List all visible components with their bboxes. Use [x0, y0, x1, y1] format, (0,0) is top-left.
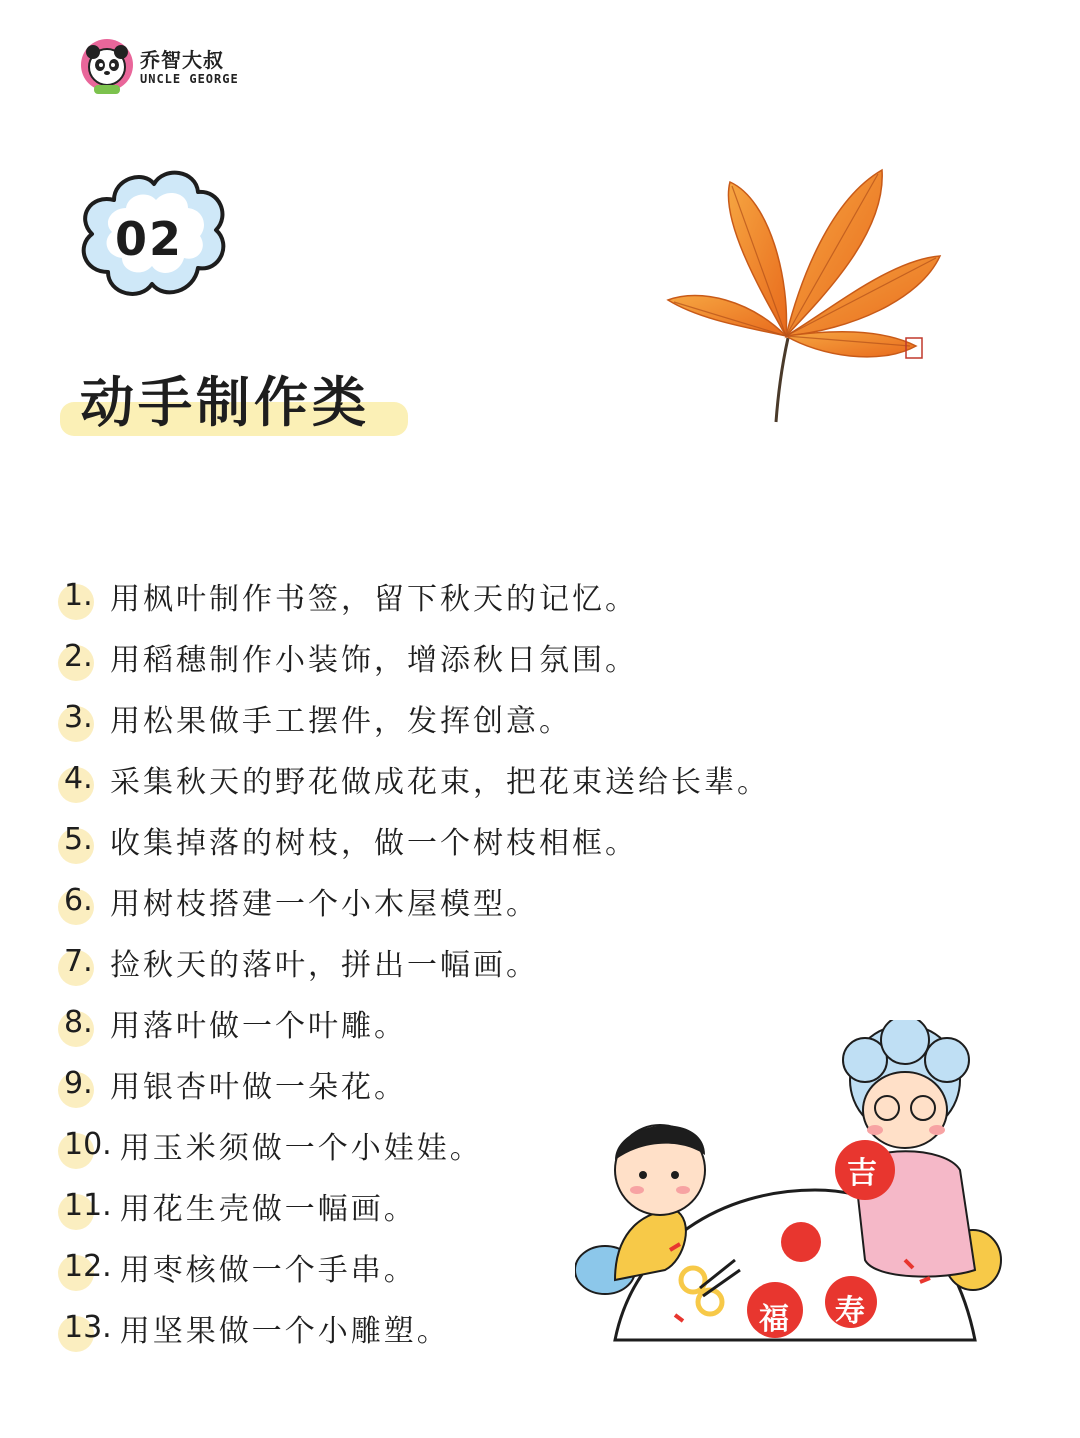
section-number: 02: [114, 212, 183, 266]
item-text: 采集秋天的野花做成花束，把花束送给长辈。: [110, 764, 770, 800]
item-number: 6.: [58, 883, 102, 918]
item-number: 12.: [58, 1249, 112, 1284]
activity-list: [58, 565, 878, 1358]
item-text: 用花生壳做一幅画。: [119, 1191, 417, 1227]
papercut-shou: 寿: [835, 1294, 865, 1329]
item-text: 用银杏叶做一朵花。: [110, 1069, 407, 1105]
item-text: 用坚果做一个小雕塑。: [119, 1313, 450, 1349]
item-text: 用枫叶制作书签，留下秋天的记忆。: [110, 581, 638, 617]
list-item: [58, 992, 878, 1053]
item-number: 5.: [58, 822, 102, 857]
list-item: [58, 870, 878, 931]
list-item: [58, 748, 878, 809]
item-text: 用稻穗制作小装饰，增添秋日氛围。: [110, 642, 638, 678]
papercut-ji: 吉: [847, 1156, 877, 1191]
list-item: [58, 1297, 878, 1358]
item-number: 3.: [58, 700, 102, 735]
list-item: [58, 687, 878, 748]
item-text: 用松果做手工摆件，发挥创意。: [110, 703, 572, 739]
item-number: 11.: [58, 1188, 112, 1223]
brand-name-cn: 乔智大叔: [140, 48, 224, 72]
item-number: 2.: [58, 639, 102, 674]
autumn-leaf-icon: [660, 160, 950, 430]
list-item: [58, 809, 878, 870]
section-title: 动手制作类: [80, 371, 370, 434]
list-item: [58, 626, 878, 687]
list-item: [58, 1053, 878, 1114]
list-item: [58, 1175, 878, 1236]
papercut-fu: 福: [759, 1302, 789, 1337]
list-item: [58, 1236, 878, 1297]
item-text: 用玉米须做一个小娃娃。: [119, 1130, 483, 1166]
list-item: [58, 931, 878, 992]
list-item: [58, 565, 878, 626]
item-number: 1.: [58, 578, 102, 613]
item-number: 4.: [58, 761, 102, 796]
item-number: 7.: [58, 944, 102, 979]
section-heading: [60, 358, 410, 440]
list-item: [58, 1114, 878, 1175]
item-number: 10.: [58, 1127, 112, 1162]
section-number-badge: [74, 160, 234, 310]
item-text: 用树枝搭建一个小木屋模型。: [110, 886, 539, 922]
item-text: 捡秋天的落叶，拼出一幅画。: [110, 947, 539, 983]
item-number: 8.: [58, 1005, 102, 1040]
item-text: 用枣核做一个手串。: [119, 1252, 417, 1288]
item-text: 用落叶做一个叶雕。: [110, 1008, 407, 1044]
item-number: 13.: [58, 1310, 112, 1345]
brand-name-en: UNCLE GEORGE: [140, 72, 239, 86]
brand-logo: [78, 38, 258, 100]
item-number: 9.: [58, 1066, 102, 1101]
item-text: 收集掉落的树枝，做一个树枝相框。: [110, 825, 638, 861]
panda-icon: [78, 38, 136, 96]
